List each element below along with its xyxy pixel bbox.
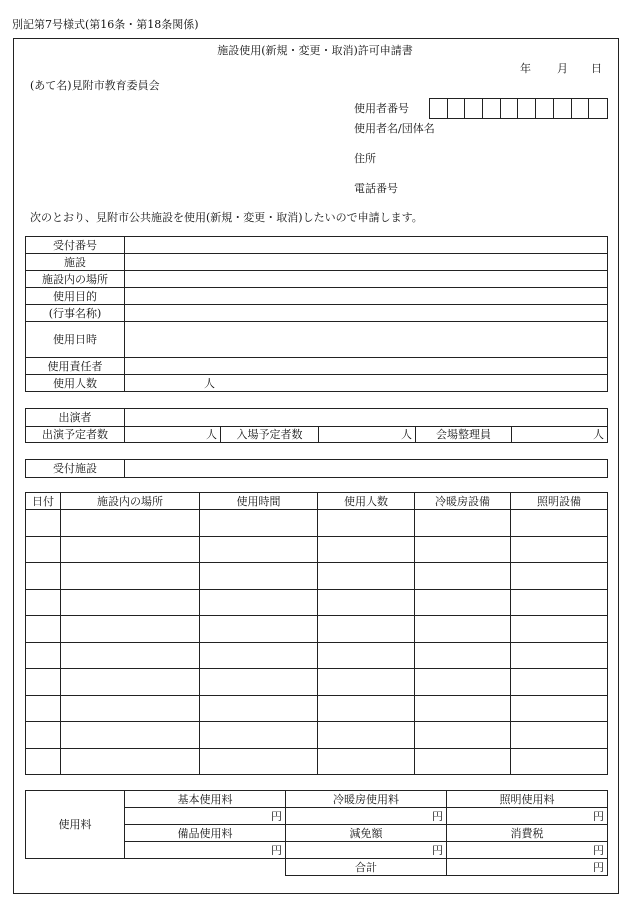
schedule-row [26,642,608,669]
row-label-datetime: 使用日時 [26,322,125,358]
schedule-cell-date[interactable] [26,616,61,643]
row-label-location: 施設内の場所 [26,271,125,288]
schedule-row [26,748,608,775]
schedule-cell-lighting[interactable] [511,510,608,537]
reception-number-field[interactable] [125,237,608,254]
header-lighting: 照明設備 [511,493,608,510]
tax-yen: 円 [593,843,604,857]
number-digit-box[interactable] [572,99,590,118]
schedule-cell-hvac[interactable] [415,589,511,616]
schedule-cell-hvac[interactable] [415,616,511,643]
schedule-cell-location[interactable] [61,616,200,643]
equipment-fee-label: 備品使用料 [125,825,286,842]
number-digit-box[interactable] [589,99,607,118]
performer-label: 出演者 [26,409,125,427]
lighting-fee-yen: 円 [593,809,604,823]
row-label-reception-number: 受付番号 [26,237,125,254]
schedule-cell-time[interactable] [200,510,318,537]
tax-label: 消費税 [447,825,608,842]
people-unit: 人 [204,376,215,390]
schedule-cell-location[interactable] [61,536,200,563]
schedule-cell-people[interactable] [318,563,415,590]
schedule-cell-time[interactable] [200,748,318,775]
total-yen: 円 [593,860,604,874]
schedule-cell-date[interactable] [26,748,61,775]
schedule-cell-time[interactable] [200,536,318,563]
schedule-cell-lighting[interactable] [511,748,608,775]
planned-performers-unit: 人 [206,428,217,441]
schedule-row [26,510,608,537]
schedule-cell-location[interactable] [61,642,200,669]
reception-facility-label: 受付施設 [26,460,125,478]
schedule-row [26,669,608,696]
number-digit-box[interactable] [483,99,501,118]
schedule-cell-hvac[interactable] [415,563,511,590]
applicant-name-label: 使用者名/団体名 [354,122,435,135]
performer-field[interactable] [125,409,608,427]
schedule-cell-lighting[interactable] [511,589,608,616]
schedule-cell-people[interactable] [318,722,415,749]
date-month: 月 [557,62,568,75]
schedule-cell-time[interactable] [200,589,318,616]
schedule-cell-hvac[interactable] [415,642,511,669]
schedule-cell-lighting[interactable] [511,563,608,590]
schedule-cell-date[interactable] [26,642,61,669]
row-label-purpose: 使用目的 [26,288,125,305]
schedule-cell-date[interactable] [26,669,61,696]
planned-performers-field[interactable] [125,427,221,443]
schedule-cell-date[interactable] [26,563,61,590]
date-year: 年 [520,62,531,75]
total-label: 合計 [286,859,447,876]
schedule-cell-hvac[interactable] [415,536,511,563]
main-info-table [25,236,608,392]
schedule-cell-date[interactable] [26,536,61,563]
basic-fee-field[interactable] [125,808,286,825]
performer-table [25,408,608,443]
form-id: 別記第7号様式(第16条・第18条関係) [12,18,199,31]
schedule-cell-people[interactable] [318,695,415,722]
schedule-row [26,722,608,749]
reduction-label: 減免額 [286,825,447,842]
schedule-cell-date[interactable] [26,695,61,722]
planned-performers-label: 出演予定者数 [26,427,125,443]
schedule-cell-people[interactable] [318,589,415,616]
hvac-fee-label: 冷暖房使用料 [286,791,447,808]
venue-staff-field[interactable] [512,427,608,443]
hvac-fee-yen: 円 [432,809,443,823]
row-label-facility: 施設 [26,254,125,271]
schedule-cell-hvac[interactable] [415,510,511,537]
applicant-address-label: 住所 [354,152,376,165]
hvac-fee-field[interactable] [286,808,447,825]
venue-staff-unit: 人 [593,428,605,441]
reception-facility-field[interactable] [125,460,608,478]
schedule-cell-lighting[interactable] [511,722,608,749]
application-statement: 次のとおり、見附市公共施設を使用(新規・変更・取消)したいので申請します。 [30,211,423,224]
date-day: 日 [591,62,602,75]
schedule-cell-location[interactable] [61,563,200,590]
equipment-fee-yen: 円 [271,843,282,857]
basic-fee-yen: 円 [271,809,282,823]
total-field[interactable] [447,859,608,876]
number-digit-box[interactable] [501,99,519,118]
schedule-cell-location[interactable] [61,589,200,616]
addressee: (あて名)見附市教育委員会 [30,79,160,92]
schedule-cell-people[interactable] [318,536,415,563]
page-title: 施設使用(新規・変更・取消)許可申請書 [217,44,413,57]
number-digit-box[interactable] [554,99,572,118]
schedule-cell-people[interactable] [318,669,415,696]
schedule-cell-location[interactable] [61,722,200,749]
header-people: 使用人数 [318,493,415,510]
schedule-cell-location[interactable] [61,510,200,537]
schedule-cell-date[interactable] [26,510,61,537]
schedule-cell-people[interactable] [318,616,415,643]
header-date: 日付 [26,493,61,510]
planned-attendees-label: 入場予定者数 [221,427,319,443]
header-location: 施設内の場所 [61,493,200,510]
schedule-cell-date[interactable] [26,722,61,749]
schedule-cell-location[interactable] [61,748,200,775]
venue-staff-label: 会場整理員 [416,427,512,443]
number-digit-box[interactable] [518,99,536,118]
responsible-field[interactable] [125,358,608,375]
schedule-cell-hvac[interactable] [415,695,511,722]
schedule-cell-time[interactable] [200,669,318,696]
schedule-cell-hvac[interactable] [415,748,511,775]
schedule-row [26,563,608,590]
reception-facility-table [25,459,608,478]
schedule-cell-lighting[interactable] [511,616,608,643]
schedule-cell-time[interactable] [200,616,318,643]
row-label-people: 使用人数 [26,375,125,392]
tax-field[interactable] [447,842,608,859]
schedule-cell-location[interactable] [61,695,200,722]
people-field[interactable] [125,375,608,392]
schedule-cell-lighting[interactable] [511,669,608,696]
number-digit-box[interactable] [430,99,448,118]
schedule-cell-lighting[interactable] [511,695,608,722]
header-hvac: 冷暖房設備 [415,493,511,510]
schedule-row [26,536,608,563]
fee-table [25,790,608,876]
schedule-row [26,589,608,616]
schedule-cell-lighting[interactable] [511,536,608,563]
reduction-yen: 円 [432,843,443,857]
schedule-row [26,695,608,722]
schedule-row [26,616,608,643]
applicant-number-label: 使用者番号 [354,102,409,115]
location-field[interactable] [125,271,608,288]
event-name-field[interactable] [125,305,608,322]
schedule-cell-people[interactable] [318,748,415,775]
purpose-field[interactable] [125,288,608,305]
schedule-cell-time[interactable] [200,642,318,669]
schedule-cell-people[interactable] [318,510,415,537]
fee-blank-b [125,859,286,876]
schedule-cell-location[interactable] [61,669,200,696]
schedule-cell-hvac[interactable] [415,669,511,696]
row-label-responsible: 使用責任者 [26,358,125,375]
applicant-phone-label: 電話番号 [354,182,398,195]
datetime-field[interactable] [125,322,608,358]
equipment-fee-field[interactable] [125,842,286,859]
planned-attendees-field[interactable] [319,427,416,443]
applicant-number-boxes[interactable] [429,98,608,119]
number-digit-box[interactable] [536,99,554,118]
reduction-field[interactable] [286,842,447,859]
schedule-cell-date[interactable] [26,589,61,616]
header-time: 使用時間 [200,493,318,510]
planned-attendees-unit: 人 [401,428,412,441]
schedule-cell-time[interactable] [200,722,318,749]
lighting-fee-field[interactable] [447,808,608,825]
schedule-cell-time[interactable] [200,563,318,590]
schedule-cell-hvac[interactable] [415,722,511,749]
basic-fee-label: 基本使用料 [125,791,286,808]
facility-field[interactable] [125,254,608,271]
schedule-cell-time[interactable] [200,695,318,722]
fee-label: 使用料 [26,791,125,859]
number-digit-box[interactable] [448,99,466,118]
schedule-cell-people[interactable] [318,642,415,669]
schedule-table [25,492,608,775]
lighting-fee-label: 照明使用料 [447,791,608,808]
number-digit-box[interactable] [465,99,483,118]
fee-blank-a [26,859,125,876]
row-label-event-name: (行事名称) [26,305,125,322]
schedule-cell-lighting[interactable] [511,642,608,669]
